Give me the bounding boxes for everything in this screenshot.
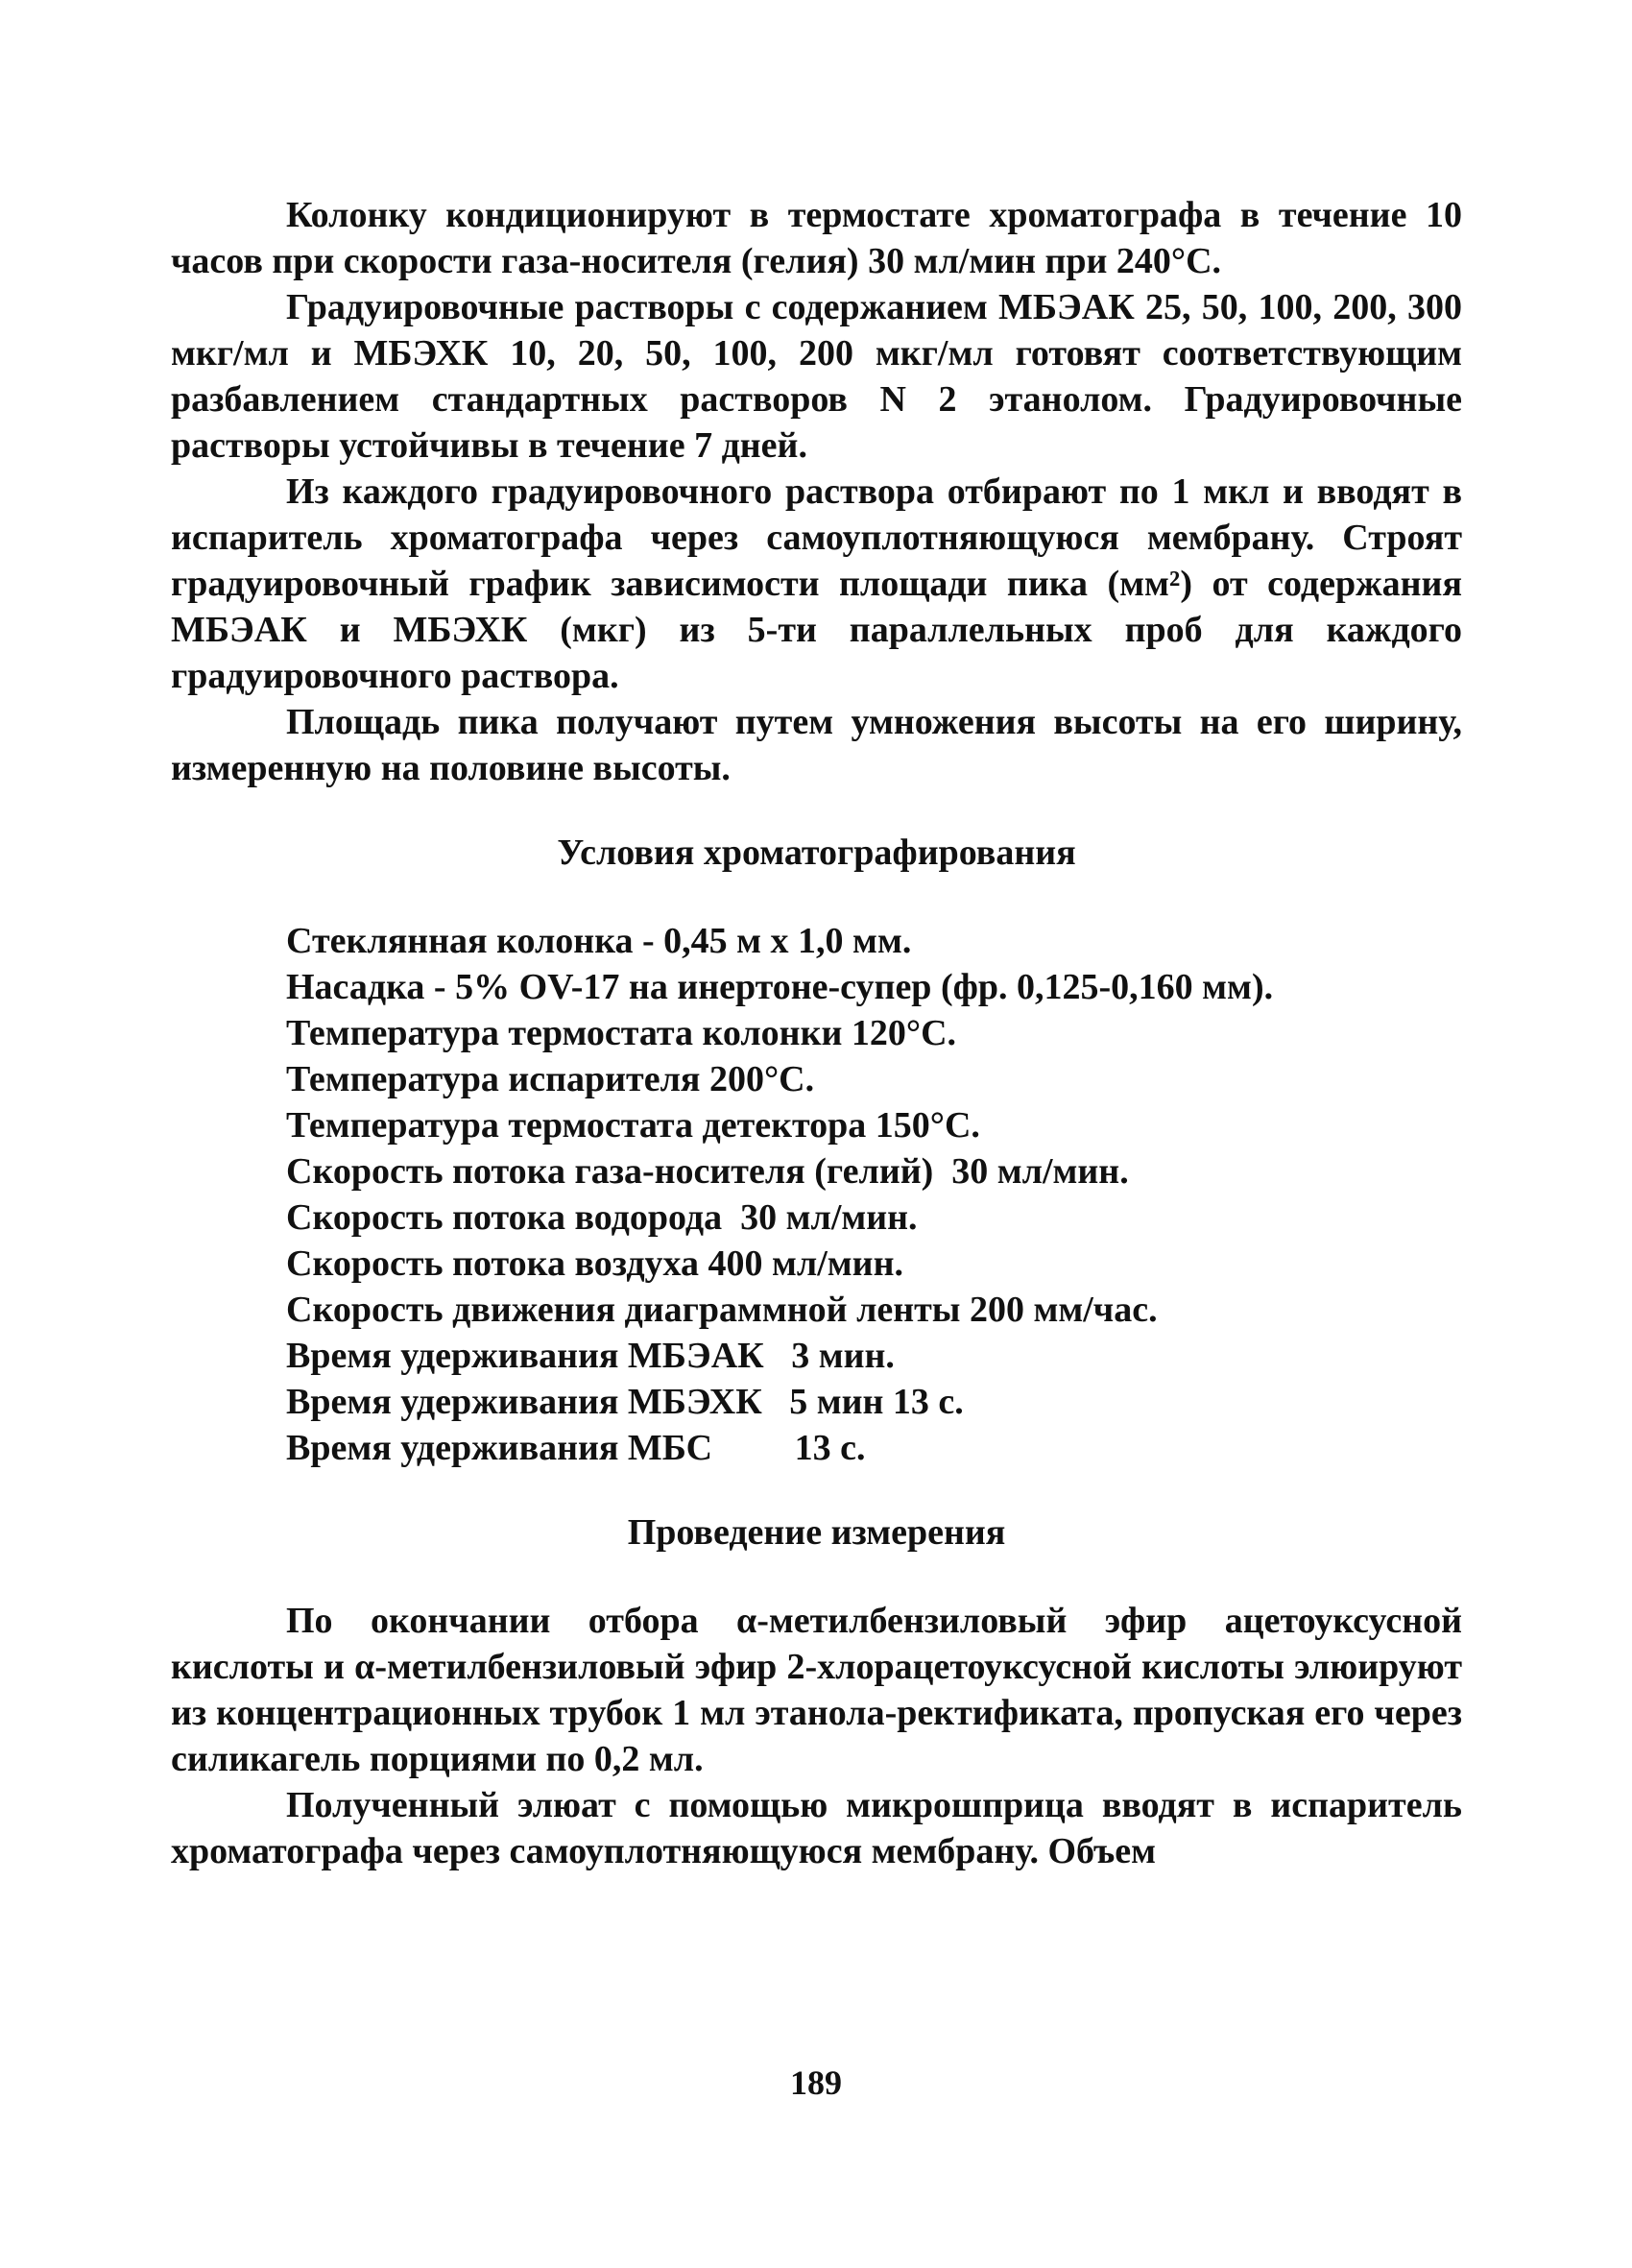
condition-carrier-gas-flow: Скорость потока газа-носителя (гелий) 30 мл/мин. <box>286 1151 1129 1192</box>
condition-evaporator-temperature: Температура испарителя 200°С. <box>286 1059 815 1099</box>
condition-packing: Насадка - 5% OV-17 на инертоне-супер (фр. 0,125-0,160 мм). <box>286 967 1274 1007</box>
condition-detector-temperature: Температура термостата детектора 150°С. <box>286 1105 980 1146</box>
paragraph-peak-area: Площадь пика получают путем умножения высоты на его ширину, измеренную на половине высоты. <box>171 702 1462 788</box>
condition-retention-mbeak: Время удерживания МБЭАК 3 мин. <box>286 1336 895 1376</box>
condition-retention-mbehk: Время удерживания МБЭХК 5 мин 13 с. <box>286 1382 964 1422</box>
heading-chromatography-conditions: Условия хроматографирования <box>557 832 1076 873</box>
paragraph-calibration-graph: Из каждого градуировочного раствора отбирают по 1 мкл и вводят в испаритель хроматографа через самоуплотняющуюся мембрану. Строят градуировочный график зависимости площади пика (мм²) от содержания МБЭАК и МБЭХК (мкг) из 5-ти параллельных проб для каждого градуировочного раствора. <box>171 471 1462 696</box>
condition-column-temperature: Температура термостата колонки 120°С. <box>286 1013 957 1053</box>
paragraph-conditioning: Колонку кондиционируют в термостате хроматографа в течение 10 часов при скорости газа-носителя (гелия) 30 мл/мин при 240°С. <box>171 195 1462 281</box>
heading-measurement: Проведение измерения <box>627 1512 1006 1553</box>
condition-retention-mbs: Время удерживания МБС 13 с. <box>286 1428 866 1468</box>
condition-air-flow: Скорость потока воздуха 400 мл/мин. <box>286 1243 903 1284</box>
paragraph-elution: По окончании отбора α-метилбензиловый эфир ацетоуксусной кислоты и α-метилбензиловый эфир 2-хлорацетоуксусной кислоты элюируют из концентрационных трубок 1 мл этанола-ректификата, пропуская его через силикагель порциями по 0,2 мл. <box>171 1601 1462 1779</box>
page-number: 189 <box>790 2063 842 2102</box>
paragraph-injection: Полученный элюат с помощью микрошприца вводят в испаритель хроматографа через самоуплотняющуюся мембрану. Объем <box>171 1785 1462 1871</box>
condition-hydrogen-flow: Скорость потока водорода 30 мл/мин. <box>286 1197 918 1238</box>
condition-column: Стеклянная колонка - 0,45 м х 1,0 мм. <box>286 921 912 961</box>
paragraph-calibration-solutions: Градуировочные растворы с содержанием МБЭАК 25, 50, 100, 200, 300 мкг/мл и МБЭХК 10, 20, 50, 100, 200 мкг/мл готовят соответствующим разбавлением стандартных растворов N 2 этанолом. Градуировочные растворы устойчивы в течение 7 дней. <box>171 287 1462 466</box>
conditions-list <box>171 918 1462 1471</box>
condition-chart-speed: Скорость движения диаграммной ленты 200 мм/час. <box>286 1290 1158 1330</box>
document-page <box>171 192 1462 1874</box>
